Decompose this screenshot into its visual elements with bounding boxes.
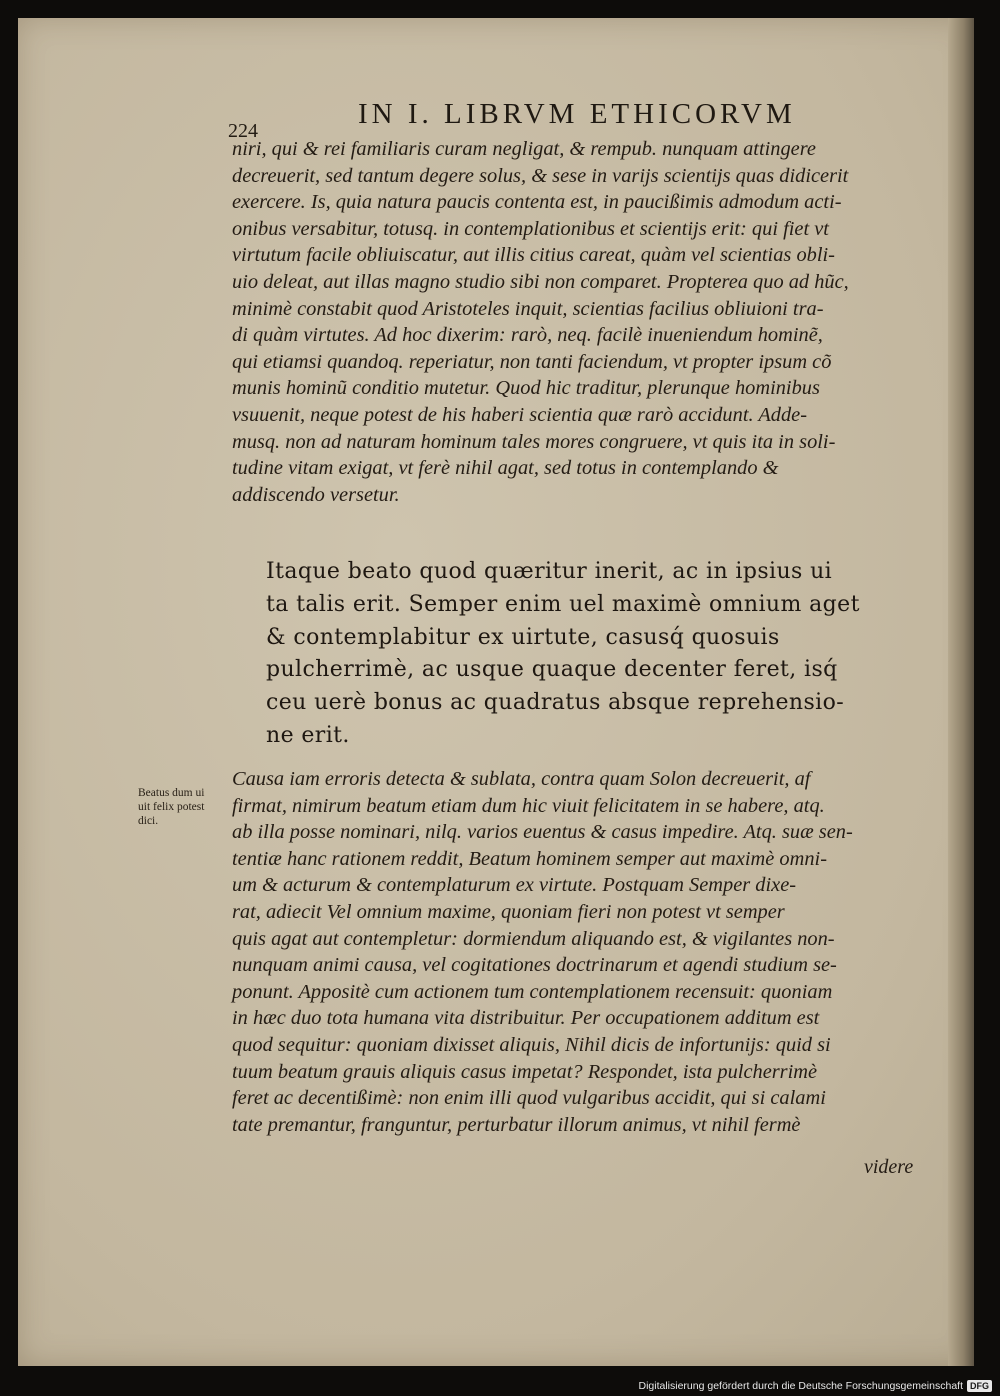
- text-line: onibus versabitur, totusq. in contemplationibus et scientijs erit: qui fiet vt: [232, 217, 829, 240]
- text-line: niri, qui & rei familiaris curam negligat, & rempub. nunquam attingere: [232, 138, 816, 160]
- text-line: quis agat aut contempletur: dormiendum aliquando est, & vigilantes non-: [232, 927, 835, 950]
- text-line: ne erit.: [266, 722, 350, 748]
- text-line: ab illa posse nominari, nilq. varios euentus & casus impedire. Atq. suæ sen-: [232, 821, 853, 844]
- aristotle-main-text: [266, 556, 926, 753]
- text-line: musq. non ad naturam hominum tales mores congruere, vt quis ita in soli-: [232, 430, 836, 453]
- text-line: nunquam animi causa, vel cogitationes doctrinarum et agendi studium se-: [232, 954, 837, 977]
- text-line: addiscendo versetur.: [232, 483, 400, 506]
- page-header: [18, 98, 974, 142]
- catchword: videre: [864, 1156, 914, 1178]
- text-line: ta talis erit. Semper enim uel maximè omnium aget: [266, 591, 860, 617]
- text-line: & contemplabitur ex uirtute, casusq́ quosuis: [266, 624, 780, 650]
- text-line: exercere. Is, quia natura paucis contenta est, in paucißimis admodum acti-: [232, 191, 842, 214]
- text-line: feret ac decentißimè: non enim illi quod vulgaribus accidit, qui si calami: [232, 1087, 826, 1110]
- text-line: firmat, nimirum beatum etiam dum hic viuit felicitatem in se habere, atq.: [232, 794, 825, 817]
- running-title: IN I. LIBRVM ETHICORVM: [358, 98, 796, 130]
- text-line: ponunt. Appositè cum actionem tum contemplationem recensuit: quoniam: [232, 980, 833, 1003]
- text-line: quod sequitur: quoniam dixisset aliquis, Nihil dicis de infortunijs: quid si: [232, 1033, 831, 1056]
- text-line: tudine vitam exigat, vt ferè nihil agat, sed totus in contemplando &: [232, 457, 779, 480]
- text-line: in hæc duo tota humana vita distribuitur. Per occupationem additum est: [232, 1007, 820, 1030]
- dfg-logo: DFG: [967, 1380, 992, 1392]
- text-line: ceu uerè bonus ac quadratus absque reprehensio-: [266, 690, 845, 716]
- commentary-bottom: [232, 766, 958, 1138]
- margin-note-line: dici.: [138, 815, 159, 827]
- text-line: qui etiamsi quandoq. reperiatur, non tanti faciendum, vt propter ipsum cõ: [232, 350, 832, 373]
- text-line: munis hominũ conditio mutetur. Quod hic traditur, plerunque hominibus: [232, 377, 820, 400]
- commentary-top: [232, 136, 958, 508]
- text-line: decreuerit, sed tantum degere solus, & sese in varijs scientijs quas didicerit: [232, 164, 849, 187]
- text-line: uio deleat, aut illas magno studio sibi non comparet. Propterea quo ad hũc,: [232, 270, 849, 293]
- digitization-footer: [638, 1380, 992, 1392]
- text-line: pulcherrimè, ac usque quaque decenter feret, isq́: [266, 657, 838, 683]
- text-line: minimè constabit quod Aristoteles inquit, scientias facilius obliuioni tra-: [232, 297, 824, 320]
- text-line: rat, adiecit Vel omnium maxime, quoniam fieri non potest vt semper: [232, 900, 785, 923]
- text-line: Causa iam erroris detecta & sublata, contra quam Solon decreuerit, af: [232, 768, 811, 790]
- text-line: tate premantur, franguntur, perturbatur illorum animus, vt nihil fermè: [232, 1113, 801, 1136]
- margin-note-line: uit felix potest: [138, 801, 205, 813]
- text-line: tentiæ hanc rationem reddit, Beatum hominem semper aut maximè omni-: [232, 847, 828, 870]
- text-line: virtutum facile obliuiscatur, aut illis citius careat, quàm vel scientias obli-: [232, 244, 835, 267]
- funding-credit: Digitalisierung gefördert durch die Deutsche Forschungsgemeinschaft: [638, 1380, 963, 1392]
- text-line: um & acturum & contemplaturum ex virtute. Postquam Semper dixe-: [232, 874, 797, 897]
- text-line: Itaque beato quod quæritur inerit, ac in ipsius ui: [266, 559, 833, 584]
- text-line: di quàm virtutes. Ad hoc dixerim: rarò, neq. facilè inueniendum hominẽ,: [232, 324, 823, 347]
- page-number: 224: [228, 120, 258, 142]
- text-line: tuum beatum grauis aliquis casus impetat? Respondet, ista pulcherrimè: [232, 1060, 818, 1083]
- margin-note-line: Beatus dum ui: [138, 787, 205, 799]
- text-line: vsuuenit, neque potest de his haberi scientia quæ rarò accidunt. Adde-: [232, 403, 807, 426]
- book-page: [18, 18, 974, 1366]
